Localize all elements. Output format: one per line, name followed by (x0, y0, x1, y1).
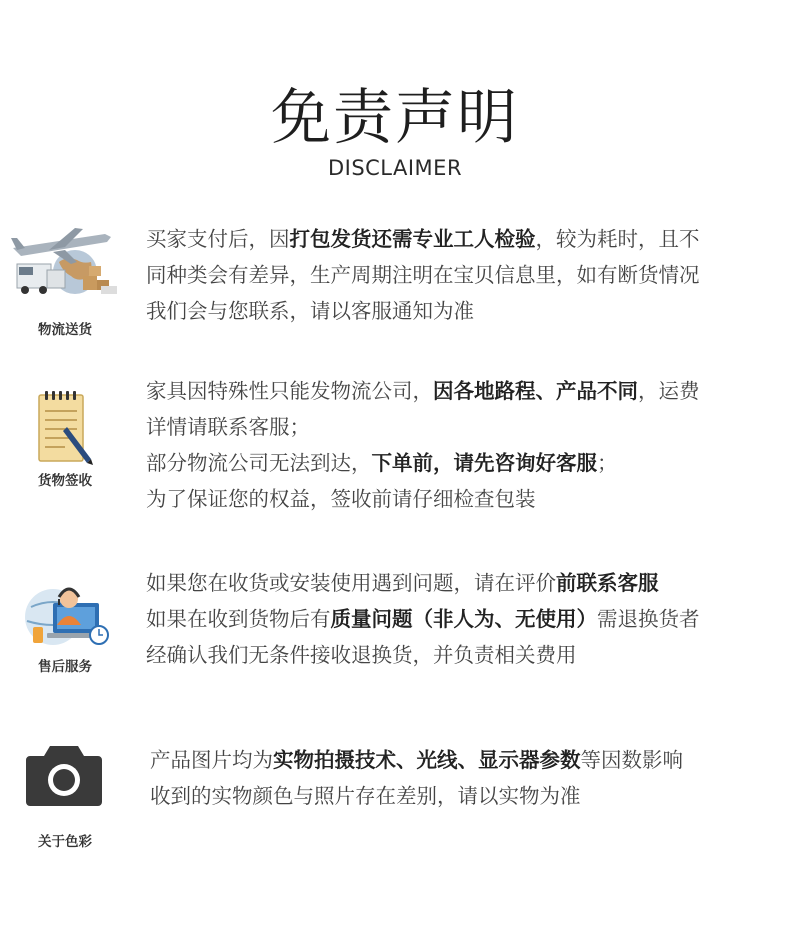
text-line: 详情请联系客服； (146, 415, 310, 439)
camera-icon (8, 742, 120, 808)
text-line: 经确认我们无条件接收退换货，并负责相关费用 (146, 643, 577, 667)
text-line: 产品图片均为实物拍摄技术、光线、显示器参数等因数影响 (150, 748, 683, 772)
text-line: 如果在收到货物后有质量问题（非人为、无使用）需退换货者 (146, 607, 700, 631)
section-text (150, 742, 790, 814)
text-line: 为了保证您的权益，签收前请仔细检查包装 (146, 487, 536, 511)
text-line: 部分物流公司无法到达，下单前，请先咨询好客服； (146, 451, 618, 475)
icon-label-colour: 关于色彩 (38, 834, 92, 850)
text-line: 我们会与您联系，请以客服通知为准 (146, 299, 474, 323)
section-text (146, 221, 786, 329)
logistics-airplane-truck-icon (8, 220, 120, 300)
page-title: 免责声明 (271, 83, 519, 153)
text-line: 收到的实物颜色与照片存在差别，请以实物为准 (150, 784, 581, 808)
section-text (146, 373, 786, 517)
text-line: 如果您在收货或安装使用遇到问题，请在评价前联系客服 (146, 571, 659, 595)
text-line: 家具因特殊性只能发物流公司，因各地路程、产品不同，运费 (146, 379, 700, 403)
icon-label-receipt: 货物签收 (38, 473, 92, 489)
customer-service-headset-icon (8, 577, 120, 649)
icon-label-after-sales: 售后服务 (38, 659, 92, 675)
text-line: 同种类会有差异，生产周期注明在宝贝信息里，如有断货情况 (146, 263, 700, 287)
notepad-pen-icon (8, 387, 120, 467)
icon-label-logistics: 物流送货 (38, 322, 92, 338)
section-text (146, 565, 786, 673)
page-subtitle: DISCLAIMER (327, 156, 463, 180)
text-line: 买家支付后，因打包发货还需专业工人检验，较为耗时，且不 (146, 227, 700, 251)
